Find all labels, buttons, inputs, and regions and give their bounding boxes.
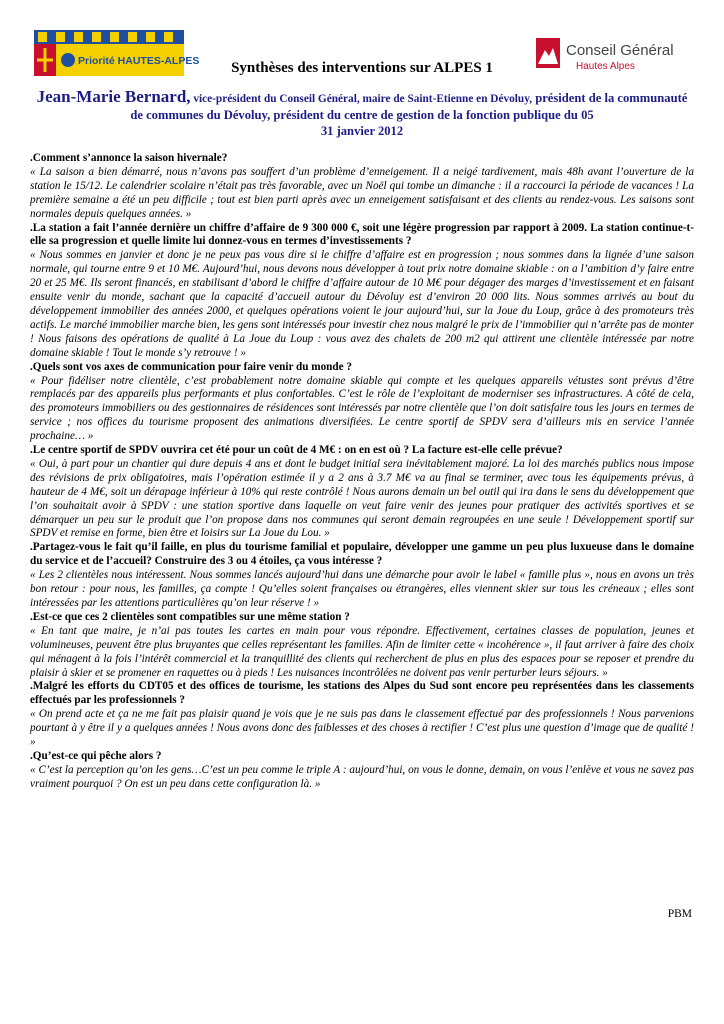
speaker-role-part1: vice-président du Conseil Général, maire de Saint-Etienne en Dévoluy, [190, 93, 533, 105]
question: .Qu’est-ce qui pêche alors ? [30, 749, 162, 762]
answer: « Les 2 clientèles nous intéressent. Nous sommes lancés aujourd’hui dans une démarche pour avoir le label « famille plus », nous en avons un très bon retour : pour nous, les familles, ça compte ! Qu’elles soient françaises ou étrangères, elles viennent skier sur tous les créneaux ; elles sont intéressées par les attentions particulières qu’on leur réserve ! » [30, 569, 694, 609]
speaker-header [30, 89, 694, 139]
answer: « C’est la perception qu’on les gens…C’est un peu comme le triple A : aujourd’hui, on vous le donne, demain, on vous l’enlève et vous ne savez pas vraiment pourquoi ? On est un peu dans cette configuration là. » [30, 763, 694, 790]
document-title: Synthèses des interventions sur ALPES 1 [231, 60, 493, 76]
speaker-name: Jean-Marie Bernard, [36, 87, 191, 106]
question: .Quels sont vos axes de communication pour faire venir du monde ? [30, 360, 352, 373]
speaker-role-part2: président de la communauté de communes du Dévoluy, président du centre de gestion de la fonction publique du 05 [130, 91, 688, 122]
interview-body [30, 152, 694, 792]
interview-date: 31 janvier 2012 [320, 124, 404, 138]
answer: « La saison a bien démarré, nous n’avons pas souffert d’un problème d’enneigement. Il a neigé tardivement, mais 48h avant l’ouverture de la station le 15/12. Le calendrier scolaire n’était pas très favorable, avec un Noël qui tombe un dimanche : il a raccourci la période de vacances ! La première semaine a été un peu difficile ; tout est bien parti après avec un enneigement satisfaisant et des clients au rendez-vous. Les saisons sont normales depuis quelques années. » [30, 165, 694, 220]
author-signature: PBM [667, 908, 692, 920]
question: .Est-ce que ces 2 clientèles sont compatibles sur une même station ? [30, 610, 350, 623]
logo-left-text: Priorité HAUTES-ALPES [78, 55, 200, 67]
question: .Malgré les efforts du CDT05 et des offices de tourisme, les stations des Alpes du Sud sont encore peu représentées dans les classements effectués par les professionnels ? [30, 680, 694, 707]
answer: « Nous sommes en janvier et donc je ne peux pas vous dire si le chiffre d’affaire est en progression ; nous sommes dans la lignée d’une saison normale, qui tourne entre 9 et 10 M€. Aujourd’hui, nous devons nous développer à tout prix notre domaine skiable : on a l’ambition d’y faire entre 20 et 25 M€. Ils seront financés, en stabilisant d’abord le chiffre d’affaire autour de 10 M€ pour dégager des marges d’investissement et en faisant ensuite venir du monde, sachant que la capacité d’accueil autour du Dévoluy est d’environ 20 000 lits. Nous sommes arrivés au bout du développement immobilier des années 2000, et quelques opérations voient le jour aujourd’hui, sur la Joue du Loup, grâce à des promoteurs très actifs. Le marché immobilier marche bien, les gens sont intéressés pour investir chez nous malgré le prix de l’immobilier qui n’arrête pas de monter ! Nous faisons des opérations de qualité à La Joue du Loup : vous avez des chalets de 200 m2 qui attirent une clientèle intéressée par notre domaine skiable ! Tout le monde s’y retrouve ! » [30, 249, 695, 359]
question: .La station a fait l’année dernière un chiffre d’affaire de 9 300 000 €, soit une légère progression par rapport à 2009. La station continue-t-elle sa progression et quelle limite lui donnez-vous en termes d’investissements ? [30, 221, 694, 248]
answer: « Pour fidéliser notre clientèle, c’est probablement notre domaine skiable qui compte et les quelques appareils vétustes sont prévus d’être remplacés par des appareils plus performants et plus confortables. C’est le rôle de l’exploitant de moderniser ses infrastructures. A côté de cela, des promoteurs immobiliers ou des gestionnaires de résidences sont intéressés par notre clientèle que l’on doit satisfaire tous les jours en termes de service ; nos offices du tourisme proposent des animations diversifiées. Le centre sportif de SPDV sera d’ailleurs mis en service l’année prochaine… » [30, 374, 694, 443]
question: .Le centre sportif de SPDV ouvrira cet été pour un coût de 4 M€ : on en est où ? La facture est-elle celle prévue? [30, 444, 563, 457]
answer: « On prend acte et ça ne me fait pas plaisir quand je vois que je ne suis pas dans le classement effectué par des professionnels ! Nous parvenions pourtant à y être il y a quelques années ! Nous avons donc des faiblesses et des choses à rectifier ! C’est plus une question d’image que de qualité ! » [30, 708, 694, 749]
logo-right-title: Conseil Général [566, 42, 674, 59]
question: .Partagez-vous le fait qu’il faille, en plus du tourisme familial et populaire, développer une gamme un peu plus luxueuse dans le domaine du service et de l’accueil? Construire des 3 ou 4 étoiles, ça vous intéresse ? [30, 541, 694, 568]
logo-right-subtitle: Hautes Alpes [576, 61, 635, 72]
answer: « En tant que maire, je n’ai pas toutes les cartes en main pour vous répondre. Effectivement, certaines classes de population, jeunes et volumineuses, peuvent être plus bruyantes que celles représentant les familles. Afin de limiter cette « incohérence », il faut arriver à faire des choix qui ménagent à la fois l’intérêt commercial et la tranquillité des clients qui recherchent de plus en plus des espaces pour se reposer et prendre du plaisir à skier et se promener en raquettes ou à pieds ! Les nuisances incontrôlées ne doivent pas venir perturber leurs séjours. » [30, 624, 694, 679]
question: .Comment s’annonce la saison hivernale? [30, 152, 228, 164]
answer: « Oui, à part pour un chantier qui dure depuis 4 ans et dont le budget initial sera inévitablement majoré. La loi des marchés publics nous impose des révisions de prix obligatoires, mais l’opération estimée il y a 2 ans à 3.7 M€ va au final se terminer, avec tous les équipements prévus, à hauteur de 4 M€, soit un dérapage inférieur à 10% qui reste contrôlé ! Nous aurons demain un bel outil qui ira dans le sens du développement que l’on souhaitait avoir à SPDV : une station sportive dans laquelle on veut faire venir des jeunes pour pratiquer des activités sportives et se démarquer un peu sur le produit que l’on propose dans nos communes qui seront demain regroupées en une seule ! Développement sportif sur SPDV et remise en forme, bien être et loisirs sur La Joue du Lou. » [30, 457, 694, 540]
